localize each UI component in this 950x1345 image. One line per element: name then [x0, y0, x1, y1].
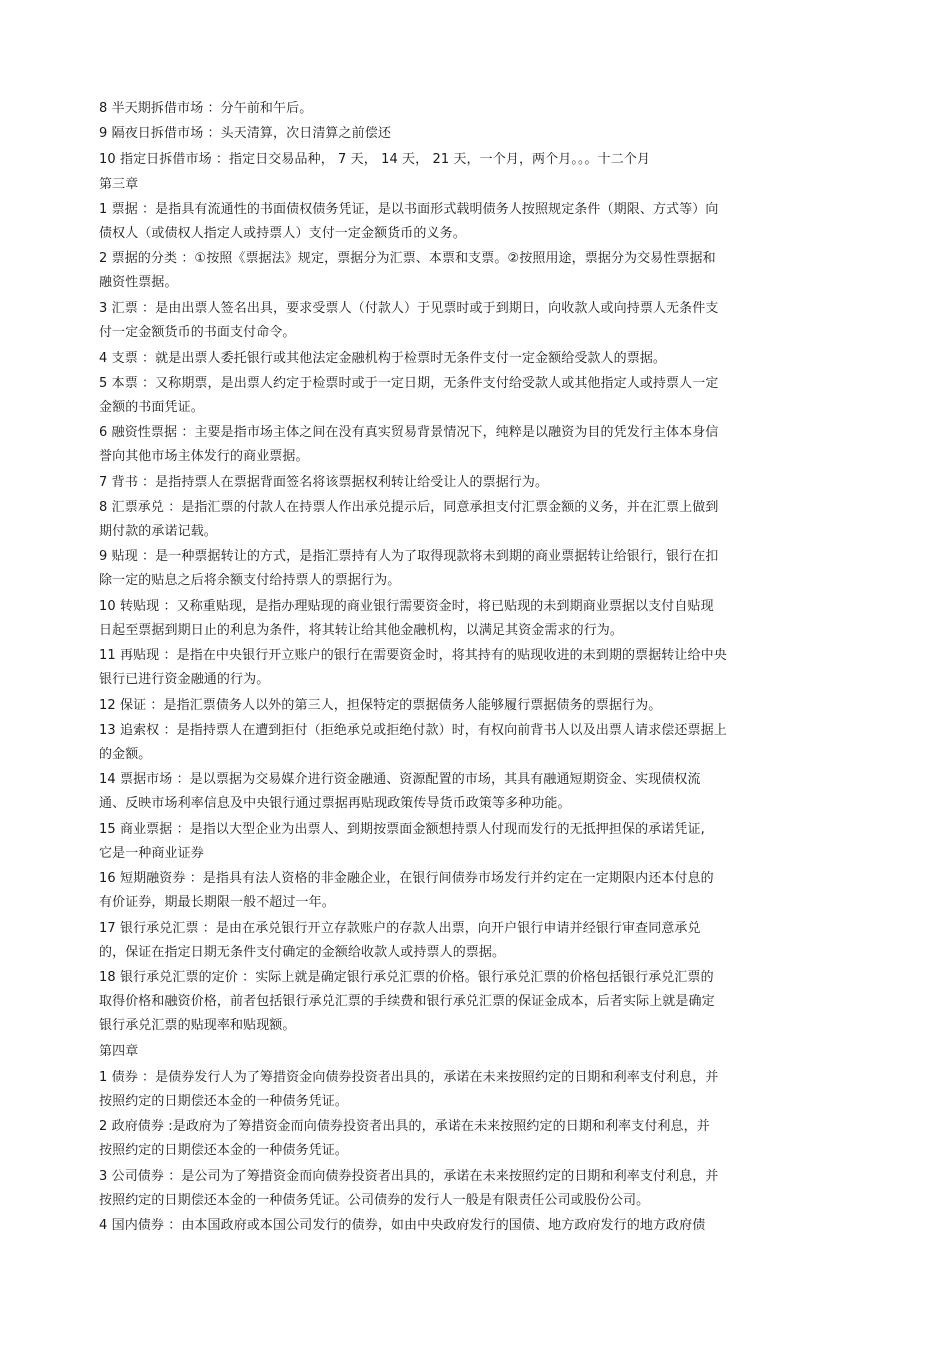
text-line: 3 汇票 ：是由出票人签名出具，要求受票人（付款人）于见票时或于到期日，向收款人或向持票人无条件支 — [99, 301, 719, 316]
text-line: 按照约定的日期偿还本金的一种债务凭证。 — [99, 1094, 348, 1109]
text-line: 3 公司债券 ：是公司为了筹措资金而向债券投资者出具的，承诺在未来按照约定的日期和利率支付利息，并 — [99, 1169, 719, 1184]
text-line: 13 追索权 ：是指持票人在遭到拒付（拒绝承兑或拒绝付款）时，有权向前背书人以及出票人请求偿还票据上 — [99, 723, 727, 738]
text-line: 1 债券 ：是债券发行人为了筹措资金向债券投资者出具的，承诺在未来按照约定的日期和利率支付利息，并 — [99, 1070, 719, 1085]
text-line: 12 保证 ：是指汇票债务人以外的第三人，担保特定的票据债务人能够履行票据债务的票据行为。 — [99, 698, 662, 713]
text-line: 2 票据的分类 ：①按照《票据法》规定，票据分为汇票、本票和支票。②按照用途，票据分为交易性票据和 — [99, 251, 716, 266]
text-line: 日起至票据到期日止的利息为条件，将其转让给其他金融机构，以满足其资金需求的行为。 — [99, 623, 624, 638]
text-line: 4 国内债券 ：由本国政府或本国公司发行的债券，如由中央政府发行的国债、地方政府发行的地方政府债 — [99, 1218, 706, 1233]
text-line: 7 背书 ：是指持票人在票据背面签名将该票据权利转让给受让人的票据行为。 — [99, 475, 549, 490]
text-line: 付一定金额货币的书面支付命令。 — [99, 325, 296, 340]
text-line: 8 半天期拆借市场 ：分午前和午后。 — [99, 101, 313, 116]
text-line: 6 融资性票据 ：主要是指市场主体之间在没有真实贸易背景情况下，纯粹是以融资为目的凭发行主体本身信 — [99, 425, 719, 440]
text-line: 8 汇票承兑 ：是指汇票的付款人在持票人作出承兑提示后，同意承担支付汇票金额的义务，并在汇票上做到 — [99, 500, 719, 515]
text-line: 10 转贴现 ：又称重贴现，是指办理贴现的商业银行需要资金时，将已贴现的未到期商业票据以支付自贴现 — [99, 599, 714, 614]
text-line: 它是一种商业证券 — [99, 846, 204, 861]
text-line: 9 贴现 ：是一种票据转让的方式，是指汇票持有人为了取得现款将未到期的商业票据转让给银行，银行在扣 — [99, 549, 719, 564]
text-line: 的，保证在指定日期无条件支付确定的金额给收款人或持票人的票据。 — [99, 945, 506, 960]
text-line: 9 隔夜日拆借市场 ：头天清算，次日清算之前偿还 — [99, 126, 391, 141]
text-line: 4 支票 ：就是出票人委托银行或其他法定金融机构于检票时无条件支付一定金额给受款人的票据。 — [99, 351, 667, 366]
chapter-heading: 第四章 — [99, 1044, 139, 1059]
text-line: 15 商业票据 ：是指以大型企业为出票人、到期按票面金额想持票人付现而发行的无抵押担保的承诺凭证, — [99, 822, 705, 837]
text-line: 有价证券，期最长期限一般不超过一年。 — [99, 895, 335, 910]
text-line: 融资性票据。 — [99, 275, 178, 290]
text-line: 誉向其他市场主体发行的商业票据。 — [99, 449, 309, 464]
text-line: 按照约定的日期偿还本金的一种债务凭证。公司债券的发行人一般是有限责任公司或股份公司。 — [99, 1193, 650, 1208]
text-line: 金额的书面凭证。 — [99, 400, 204, 415]
text-line: 银行已进行资金融通的行为。 — [99, 672, 270, 687]
text-line: 16 短期融资券 ：是指具有法人资格的非金融企业，在银行间债券市场发行并约定在一定期限内还本付息的 — [99, 871, 714, 886]
text-line: 取得价格和融资价格，前者包括银行承兑汇票的手续费和银行承兑汇票的保证金成本，后者实际上就是确定 — [99, 994, 715, 1009]
text-line: 的金额。 — [99, 747, 152, 762]
chapter-heading: 第三章 — [99, 177, 139, 192]
text-line: 18 银行承兑汇票的定价 ：实际上就是确定银行承兑汇票的价格。银行承兑汇票的价格包括银行承兑汇票的 — [99, 970, 714, 985]
text-line: 10 指定日拆借市场 ：指定日交易品种， 7 天， 14 天， 21 天，一个月，两个月。。。十二个月 — [99, 152, 651, 167]
text-line: 5 本票 ：又称期票，是出票人约定于检票时或于一定日期，无条件支付给受款人或其他指定人或持票人一定 — [99, 376, 719, 391]
text-line: 债权人（或债权人指定人或持票人）支付一定金额货币的义务。 — [99, 226, 466, 241]
text-line: 17 银行承兑汇票 ：是由在承兑银行开立存款账户的存款人出票，向开户银行申请并经银行审查同意承兑 — [99, 921, 701, 936]
text-line: 期付款的承诺记载。 — [99, 524, 217, 539]
text-line: 按照约定的日期偿还本金的一种债务凭证。 — [99, 1143, 348, 1158]
text-line: 1 票据 ：是指具有流通性的书面债权债务凭证，是以书面形式载明债务人按照规定条件（期限、方式等）向 — [99, 202, 719, 217]
text-line: 通、反映市场利率信息及中央银行通过票据再贴现政策传导货币政策等多种功能。 — [99, 796, 571, 811]
text-line: 11 再贴现 ：是指在中央银行开立账户的银行在需要资金时，将其持有的贴现收进的未到期的票据转让给中央 — [99, 648, 727, 663]
text-line: 2 政府债券 :是政府为了筹措资金而向债券投资者出具的，承诺在未来按照约定的日期和利率支付利息，并 — [99, 1119, 710, 1134]
text-line: 除一定的贴息之后将余额支付给持票人的票据行为。 — [99, 573, 401, 588]
text-line: 14 票据市场 ：是以票据为交易媒介进行资金融通、资源配置的市场，其具有融通短期资金、实现债权流 — [99, 772, 701, 787]
text-line: 银行承兑汇票的贴现率和贴现额。 — [99, 1018, 296, 1033]
